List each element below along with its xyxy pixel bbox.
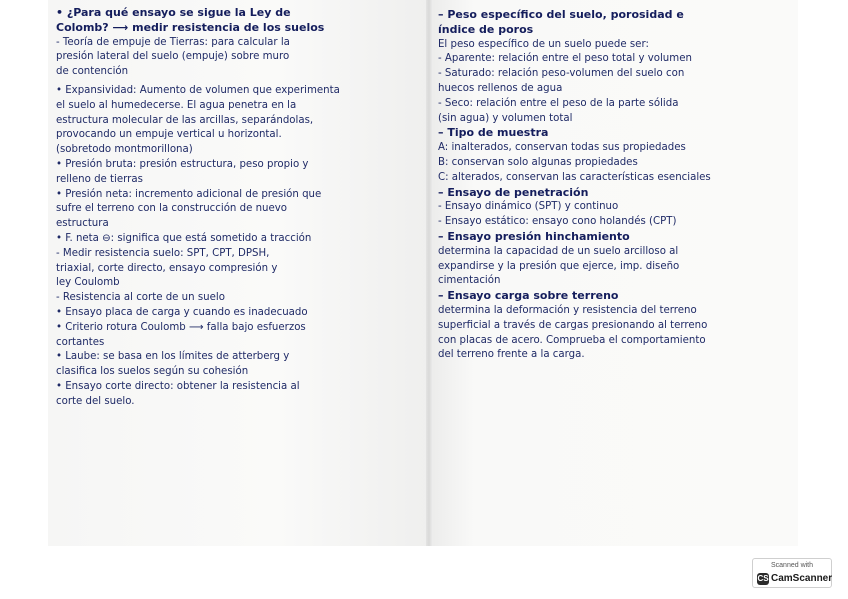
note-text-line: - Aparente: relación entre el peso total y volumen xyxy=(438,53,692,65)
note-text-line: A: inalterados, conservan todas sus propiedades xyxy=(438,142,686,154)
note-text-line: (sin agua) y volumen total xyxy=(438,112,573,124)
note-heading-line: – Ensayo carga sobre terreno xyxy=(438,289,619,303)
note-text-line: superficial a través de cargas presionando al terreno xyxy=(438,319,708,331)
note-text-line: - Medir resistencia suelo: SPT, CPT, DPSH, xyxy=(56,247,270,259)
note-text-line: relleno de tierras xyxy=(56,173,143,185)
page-fold xyxy=(426,0,432,546)
note-text-line: expandirse y la presión que ejerce, imp. diseño xyxy=(438,260,680,272)
note-text-line: determina la capacidad de un suelo arcilloso al xyxy=(438,245,679,257)
note-text-line: del terreno frente a la carga. xyxy=(438,349,585,361)
note-text-line: - Seco: relación entre el peso de la parte sólida xyxy=(438,97,679,109)
camscanner-logo-icon: CS xyxy=(757,574,769,583)
note-text-line: con placas de acero. Comprueba el comportamiento xyxy=(438,334,706,346)
note-text-line: - Ensayo estático: ensayo cono holandés (CPT) xyxy=(438,216,677,228)
note-text-line: • Criterio rotura Coulomb ⟶ falla bajo esfuerzos xyxy=(56,321,306,333)
note-text-line: - Saturado: relación peso-volumen del suelo con xyxy=(438,68,685,80)
note-text-line: ley Coulomb xyxy=(56,277,120,289)
note-text-line: - Ensayo dinámico (SPT) y continuo xyxy=(438,201,619,213)
note-text-line: • Ensayo corte directo: obtener la resistencia al xyxy=(56,380,300,392)
scanned-with-label: Scanned with xyxy=(770,562,814,569)
note-heading-line: índice de poros xyxy=(438,22,534,36)
note-heading-line: • ¿Para qué ensayo se sigue la Ley de xyxy=(56,6,291,19)
note-text-line: cimentación xyxy=(438,275,501,287)
note-text-line: • Laube: se basa en los límites de atterberg y xyxy=(56,351,290,363)
right-notes-column xyxy=(438,8,790,363)
note-text-line: corte del suelo. xyxy=(56,395,135,407)
note-heading-line: – Tipo de muestra xyxy=(438,126,549,140)
note-heading-line: – Ensayo de penetración xyxy=(438,185,589,199)
note-text-line: • Expansividad: Aumento de volumen que experimenta xyxy=(56,84,340,96)
note-text-line: cortantes xyxy=(56,336,105,348)
note-text-line: • F. neta ⊖: significa que está sometido a tracción xyxy=(56,232,312,244)
note-text-line: triaxial, corte directo, ensayo compresión y xyxy=(56,262,278,274)
note-text-line: provocando un empuje vertical u horizontal. xyxy=(56,129,282,141)
note-text-line: - Teoría de empuje de Tierras: para calcular la xyxy=(56,36,290,48)
note-text-line: huecos rellenos de agua xyxy=(438,82,563,94)
note-text-line: - Resistencia al corte de un suelo xyxy=(56,292,225,304)
note-text-line: C: alterados, conservan las características esenciales xyxy=(438,171,711,183)
left-notes-column xyxy=(56,6,414,410)
note-heading-line: Colomb? ⟶ medir resistencia de los suelos xyxy=(56,20,325,34)
note-text-line: de contención xyxy=(56,66,129,78)
note-text-line: estructura molecular de las arcillas, separándolas, xyxy=(56,114,314,126)
note-text-line: sufre el terreno con la construcción de nuevo xyxy=(56,203,288,215)
note-text-line: determina la deformación y resistencia del terreno xyxy=(438,304,697,316)
note-text-line: • Presión neta: incremento adicional de presión que xyxy=(56,188,322,200)
note-text-line: clasifica los suelos según su cohesión xyxy=(56,366,249,378)
note-text-line: el suelo al humedecerse. El agua penetra en la xyxy=(56,99,297,111)
note-text-line: presión lateral del suelo (empuje) sobre muro xyxy=(56,51,290,63)
note-heading-line: – Ensayo presión hinchamiento xyxy=(438,229,630,243)
note-text-line: • Presión bruta: presión estructura, peso propio y xyxy=(56,158,309,170)
note-text-line: estructura xyxy=(56,218,109,230)
note-text-line: B: conservan solo algunas propiedades xyxy=(438,156,638,168)
note-heading-line: – Peso específico del suelo, porosidad e xyxy=(438,8,684,21)
camscanner-watermark xyxy=(752,558,832,588)
note-text-line: (sobretodo montmorillona) xyxy=(56,144,193,156)
camscanner-brand-label: CamScanner xyxy=(771,573,833,584)
note-text-line: • Ensayo placa de carga y cuando es inadecuado xyxy=(56,306,308,318)
note-text-line: El peso específico de un suelo puede ser: xyxy=(438,38,649,50)
